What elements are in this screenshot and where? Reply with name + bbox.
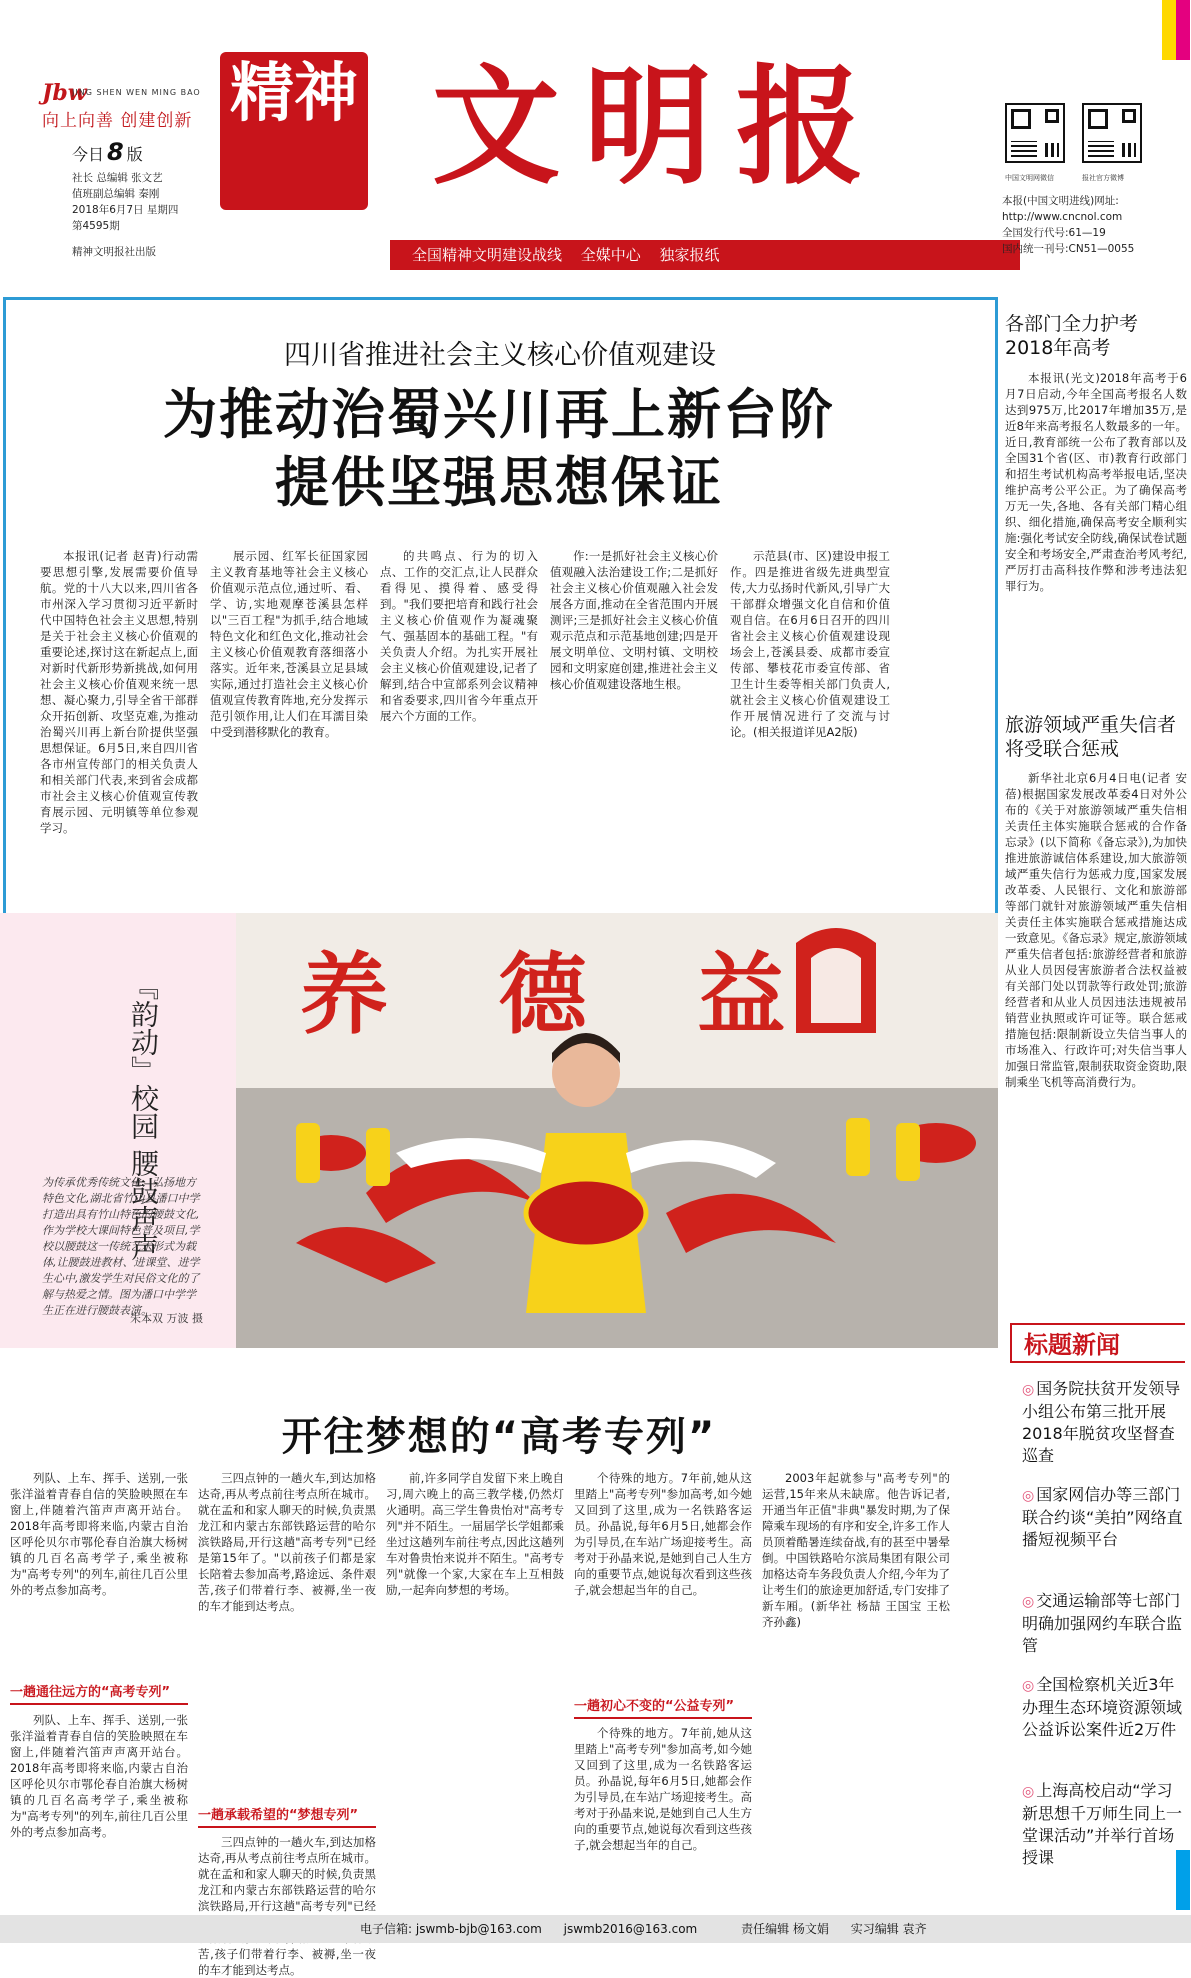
photo-feature-title: 『韵动』校园 腰鼓声声: [127, 972, 160, 1261]
lead-headline: 为推动治蜀兴川再上新台阶: [163, 383, 835, 446]
publisher: 精神文明报社出版: [72, 246, 156, 258]
email-link[interactable]: jswmb-bjb@163.com: [415, 1922, 542, 1936]
site-info-line: 本报(中国文明进线)网址:: [1002, 195, 1119, 207]
lead-paragraph: 示范县(市、区)建设申报工作。四是推进省级先进典型宣传,大力弘扬时代新风,引导广大干部群众增强文化自信和价值观自信。在6月6日召开的四川省社会主义核心价值观建设现场会上,苍溪县委、成都市委宣传部、攀枝花市委宣传部、省卫生计生委等相关部门负责人,就社会主义核心价值观建设工作开展情况进行了交流与讨论。(相关报道详见A2版): [730, 549, 890, 739]
editor-credits: [72, 170, 178, 234]
qr-label: 报社官方微博: [1082, 174, 1124, 182]
masthead-slogan: 向上向善 创建创新: [42, 111, 193, 131]
sidebar-paragraph: 新华社北京6月4日电(记者 安蓓)根据国家发展改革委4日对外公布的《关于对旅游领域严重失信相关责任主体实施联合惩戒的合作备忘录》(以下简称《备忘录》),为加快推进旅游诚信体系建设,加大旅游领域严重失信行为惩戒力度,国家发展改革委、人民银行、文化和旅游部等部门就针对旅游领域严重失信相关责任主体实施联合惩戒措施达成一致意见。《备忘录》规定,旅游领域严重失信者包括:旅游经营者和旅游从业人员因侵害旅游者合法权益被有关部门处以罚款等行政处罚;旅游经营者和从业人员因违法违规被吊销营业执照或许可证等。联合惩戒措施包括:限制新设立失信当事人的市场准入、行政许可;对失信当事人加强日常监管,限制获取资金资助,限制乘坐飞机等高消费行为。: [1005, 771, 1187, 1089]
site-info-line: 全国发行代号:61—19: [1002, 227, 1106, 239]
feature-paragraph: 三四点钟的一趟火车,到达加格达奇,再从考点前往考点所在城市。就在孟和和家人聊天的时候,负责黑龙江和内蒙古东部铁路运营的哈尔滨铁路局,开行这趟"高考专列"已经 苦,孩子们带着行李、被褥,坐一夜的车才能到达考点。: [198, 1835, 376, 1977]
feature-column: [386, 1470, 564, 1907]
proof-name: 袁齐: [902, 1922, 927, 1936]
editor-line: 社长 总编辑 张文艺: [72, 172, 163, 184]
feature-paragraph: 三四点钟的一趟火车,到达加格达奇,再从考点前往考点所在城市。就在孟和和家人聊天的时候,负责黑龙江和内蒙古东部铁路运营的哈尔滨铁路局,开行这趟"高考专列"已经是第15年了。"以前孩子们都是家长陪着去参加高考,路途远、条件艰苦,孩子们带着行李、被褥,坐一夜的车才能到达考点。: [198, 1471, 376, 1613]
print-color-bar: [1176, 1850, 1190, 1910]
photo-caption: 为传承优秀传统文化、弘扬地方特色文化,湖北省竹山县潘口中学打造出具有竹山特色的腰鼓文化,作为学校大课间特色普及项目,学校以腰鼓这一传统艺术形式为载体,让腰鼓进教材、进课堂、进学生心中,激发学生对民俗文化的了解与热爱之情。图为潘口中学学生正在进行腰鼓表演。: [42, 1176, 200, 1317]
qr-code-icon: [1082, 103, 1142, 163]
editor-label: 责任编辑: [741, 1922, 790, 1936]
email-label: 电子信箱:: [360, 1922, 413, 1936]
feature-subhead: 一趟初心不变的“公益专列”: [574, 1697, 752, 1719]
proof-label: 实习编辑: [850, 1922, 899, 1936]
site-url[interactable]: http://www.cncnol.com: [1002, 211, 1123, 223]
feature-headline: 开往梦想的“高考专列”: [281, 1414, 717, 1460]
headline-text: 国务院扶贫开发领导小组公布第三批开展2018年脱贫攻坚督查巡查: [1022, 1379, 1181, 1465]
masthead-slogan-bar: 全国精神文明建设战线 全媒中心 独家报纸: [390, 240, 1020, 270]
masthead-small-logo: Jbw: [42, 80, 87, 106]
feature-paragraph: 2003年起就参与"高考专列"的运营,15年来从未缺席。他告诉记者,开通当年正值"非典"暴发时期,为了保障乘车现场的有序和安全,许多工作人员顶着酷暑连续奋战,有的甚至中暑晕倒。中国铁路哈尔滨局集团有限公司加格达奇车务段负责人介绍,今年为了让考生们的旅途更加舒适,专门安排了新车厢。(新华社 杨喆 王国宝 王松 齐孙鑫): [762, 1471, 950, 1629]
feature-column: [10, 1712, 188, 1907]
lead-paragraph: 的共鸣点、行为的切入点、工作的交汇点,让人民群众看得见、摸得着、感受得到。"我们要把培育和践行社会主义核心价值观作为凝魂聚气、强基固本的基础工程。"有关负责人介绍。为扎实开展社会主义核心价值观建设,记者了解到,结合中宣部系列会议精神和省委要求,四川省今年重点开展六个方面的工作。: [380, 549, 538, 723]
masthead-seal-logo: 精神: [220, 52, 368, 210]
qr-label: 中国文明网微信: [1005, 174, 1054, 182]
headline-text: 全国检察机关近3年办理生态环境资源领域公益诉讼案件近2万件: [1022, 1675, 1183, 1739]
lead-paragraph: 本报讯(记者 赵青)行动需要思想引擎,发展需要价值导航。党的十八大以来,四川省各市州深入学习贯彻习近平新时代中国特色社会主义思想,特别是关于社会主义核心价值观的重要论述,探讨这在新起点上,面对新时代新形势新挑战,如何用社会主义核心价值观来统一思想、凝心聚力,引导全省干部群众开拓创新、攻坚克难,为推动治蜀兴川再上新台阶提供坚强思想保证。6月5日,来自四川省各市州宣传部门的相关负责人和相关部门代表,来到省会成都市社会主义核心价值观宣传教育展示园、元明镇等单位参观学习。: [40, 549, 198, 835]
bullet-icon: ◎: [1022, 1784, 1035, 1800]
bullet-icon: ◎: [1022, 1678, 1035, 1694]
feature-column: [574, 1725, 752, 1907]
lead-column: [730, 548, 890, 903]
page-count: 8: [107, 138, 124, 166]
sidebar-story-title: 旅游领域严重失信者将受联合惩戒: [1005, 714, 1177, 760]
masthead-title: 文明报: [432, 52, 889, 202]
photo-credit: 朱本双 万波 摄: [130, 1312, 203, 1325]
today-page-count: [72, 138, 143, 166]
print-color-bar: [1176, 0, 1190, 60]
headline-text: 交通运输部等七部门明确加强网约车联合监管: [1022, 1591, 1183, 1655]
headline-item[interactable]: [1022, 1378, 1187, 1467]
site-info-line: 国内统一刊号:CN51—0055: [1002, 243, 1135, 255]
headline-item[interactable]: [1022, 1780, 1187, 1869]
headline-text: 上海高校启动“学习新思想千万师生同上一堂课活动”并举行首场授课: [1022, 1781, 1183, 1867]
print-color-bar: [1162, 0, 1176, 60]
photo-wall-text: 养 德 益: [300, 942, 826, 1046]
editor-line: 值班副总编辑 秦刚: [72, 188, 160, 200]
today-prefix: 今日: [72, 145, 105, 164]
lead-paragraph: 展示园、红军长征国家园主义教育基地等社会主义核心价值观示范点位,通过听、看、学、访,实地观摩苍溪县怎样以"三百工程"为抓手,结合地域特色文化和红色文化,推动社会主义核心价值观教育落细落小落实。近年来,苍溪县立足县域实际,通过打造社会主义核心价值观宣传教育阵地,充分发挥示范引领作用,让人们在耳濡目染中受到潜移默化的教育。: [210, 549, 368, 739]
feature-column: [574, 1470, 752, 1690]
bullet-icon: ◎: [1022, 1488, 1035, 1504]
lead-column: [380, 548, 538, 903]
lead-column: [210, 548, 368, 903]
headlines-section-title: 标题新闻: [1010, 1323, 1185, 1363]
editor-name: 杨文娟: [792, 1922, 829, 1936]
bullet-icon: ◎: [1022, 1594, 1035, 1610]
lead-headline: 提供坚强思想保证: [275, 451, 723, 514]
headline-text: 国家网信办等三部门联合约谈“美拍”网络直播短视频平台: [1022, 1485, 1183, 1549]
issue-date: 2018年6月7日 星期四: [72, 204, 179, 216]
today-suffix: 版: [126, 145, 143, 164]
site-info: [1002, 193, 1134, 257]
masthead-pinyin: JING SHEN WEN MING BAO: [72, 88, 201, 97]
feature-paragraph: 列队、上车、挥手、送别,一张张洋溢着青春自信的笑脸映照在车窗上,伴随着汽笛声声离开站台。2018年高考即将来临,内蒙古自治区呼伦贝尔市鄂伦春自治旗大杨树镇的几百名高考学子,乘坐被称为"高考专列"的列车,前往几百公里外的考点参加高考。: [10, 1471, 188, 1597]
sidebar-story-title: 各部门全力护考2018年高考: [1005, 313, 1139, 359]
feature-column: [10, 1470, 188, 1675]
qr-code-icon: [1005, 103, 1065, 163]
issue-number: 第4595期: [72, 220, 120, 232]
feature-column: [762, 1470, 950, 1907]
lead-column: [40, 548, 198, 903]
bullet-icon: ◎: [1022, 1382, 1035, 1398]
headline-item[interactable]: [1022, 1484, 1187, 1551]
lead-paragraph: 作:一是抓好社会主义核心价值观融入法治建设工作;二是抓好社会主义核心价值观融入社会发展各方面,推动在全省范围内开展测评;三是抓好社会主义核心价值观示范点和示范基地创建;四是开展文明单位、文明村镇、文明校园和文明家庭创建,推进社会主义核心价值观建设落地生根。: [550, 549, 718, 691]
feature-paragraph: 列队、上车、挥手、送别,一张张洋溢着青春自信的笑脸映照在车窗上,伴随着汽笛声声离开站台。2018年高考即将来临,内蒙古自治区呼伦贝尔市鄂伦春自治旗大杨树镇的几百名高考学子,乘坐被称为"高考专列"的列车,前往几百公里外的考点参加高考。: [10, 1713, 188, 1839]
headline-item[interactable]: [1022, 1674, 1187, 1741]
feature-column: [198, 1470, 376, 1800]
sidebar-story-body: [1005, 370, 1187, 700]
feature-column: [198, 1834, 376, 1977]
feature-paragraph: 个待殊的地方。7年前,她从这里踏上"高考专列"参加高考,如今她又回到了这里,成为一名铁路客运员。孙晶说,每年6月5日,她都会作为引导员,在车站广场迎接考生。高考对于孙晶来说,是她到自己人生方向的重要节点,她说每次看到这些孩子,就会想起当年的自己。: [574, 1471, 752, 1597]
page-footer: [0, 1915, 1191, 1943]
feature-subhead: 一趟承载希望的“梦想专列”: [198, 1806, 376, 1828]
sidebar-story-body: [1005, 770, 1187, 1310]
masthead: [0, 0, 1191, 300]
headline-item[interactable]: [1022, 1590, 1187, 1657]
lead-column: [550, 548, 718, 903]
email-link[interactable]: jswmb2016@163.com: [563, 1922, 698, 1936]
feature-paragraph: 前,许多同学自发留下来上晚自习,周六晚上的高三教学楼,仍然灯火通明。高三学生鲁贵怡对"高考专列"并不陌生。一届届学长学姐都乘坐过这趟列车前往考点,因此这趟列车对鲁贵怡来说并不陌生。"高考专列"就像一个家,大家在车上互相鼓励,一起奔向梦想的考场。: [386, 1471, 564, 1597]
lead-kicker: 四川省推进社会主义核心价值观建设: [284, 340, 716, 371]
feature-subhead: 一趟通往远方的“高考专列”: [10, 1683, 188, 1705]
feature-paragraph: 个待殊的地方。7年前,她从这里踏上"高考专列"参加高考,如今她又回到了这里,成为一名铁路客运员。孙晶说,每年6月5日,她都会作为引导员,在车站广场迎接考生。高考对于孙晶来说,是她到自己人生方向的重要节点,她说每次看到这些孩子,就会想起当年的自己。: [574, 1726, 752, 1852]
sidebar-paragraph: 本报讯(光文)2018年高考于6月7日启动,今年全国高考报名人数达到975万,比2017年增加35万,是近8年来高考报名人数最多的一年。近日,教育部统一公布了教育部以及全国31个省(区、市)教育行政部门和招生考试机构高考举报电话,坚决维护高考公平公正。为了确保高考万无一失,各地、各有关部门精心组织、细化措施,确保高考安全顺利实施:强化考试安全防线,确保试卷试题安全和考场安全,严肃查治考风考纪,严厉打击高科技作弊和涉考违法犯罪行为。: [1005, 371, 1187, 593]
